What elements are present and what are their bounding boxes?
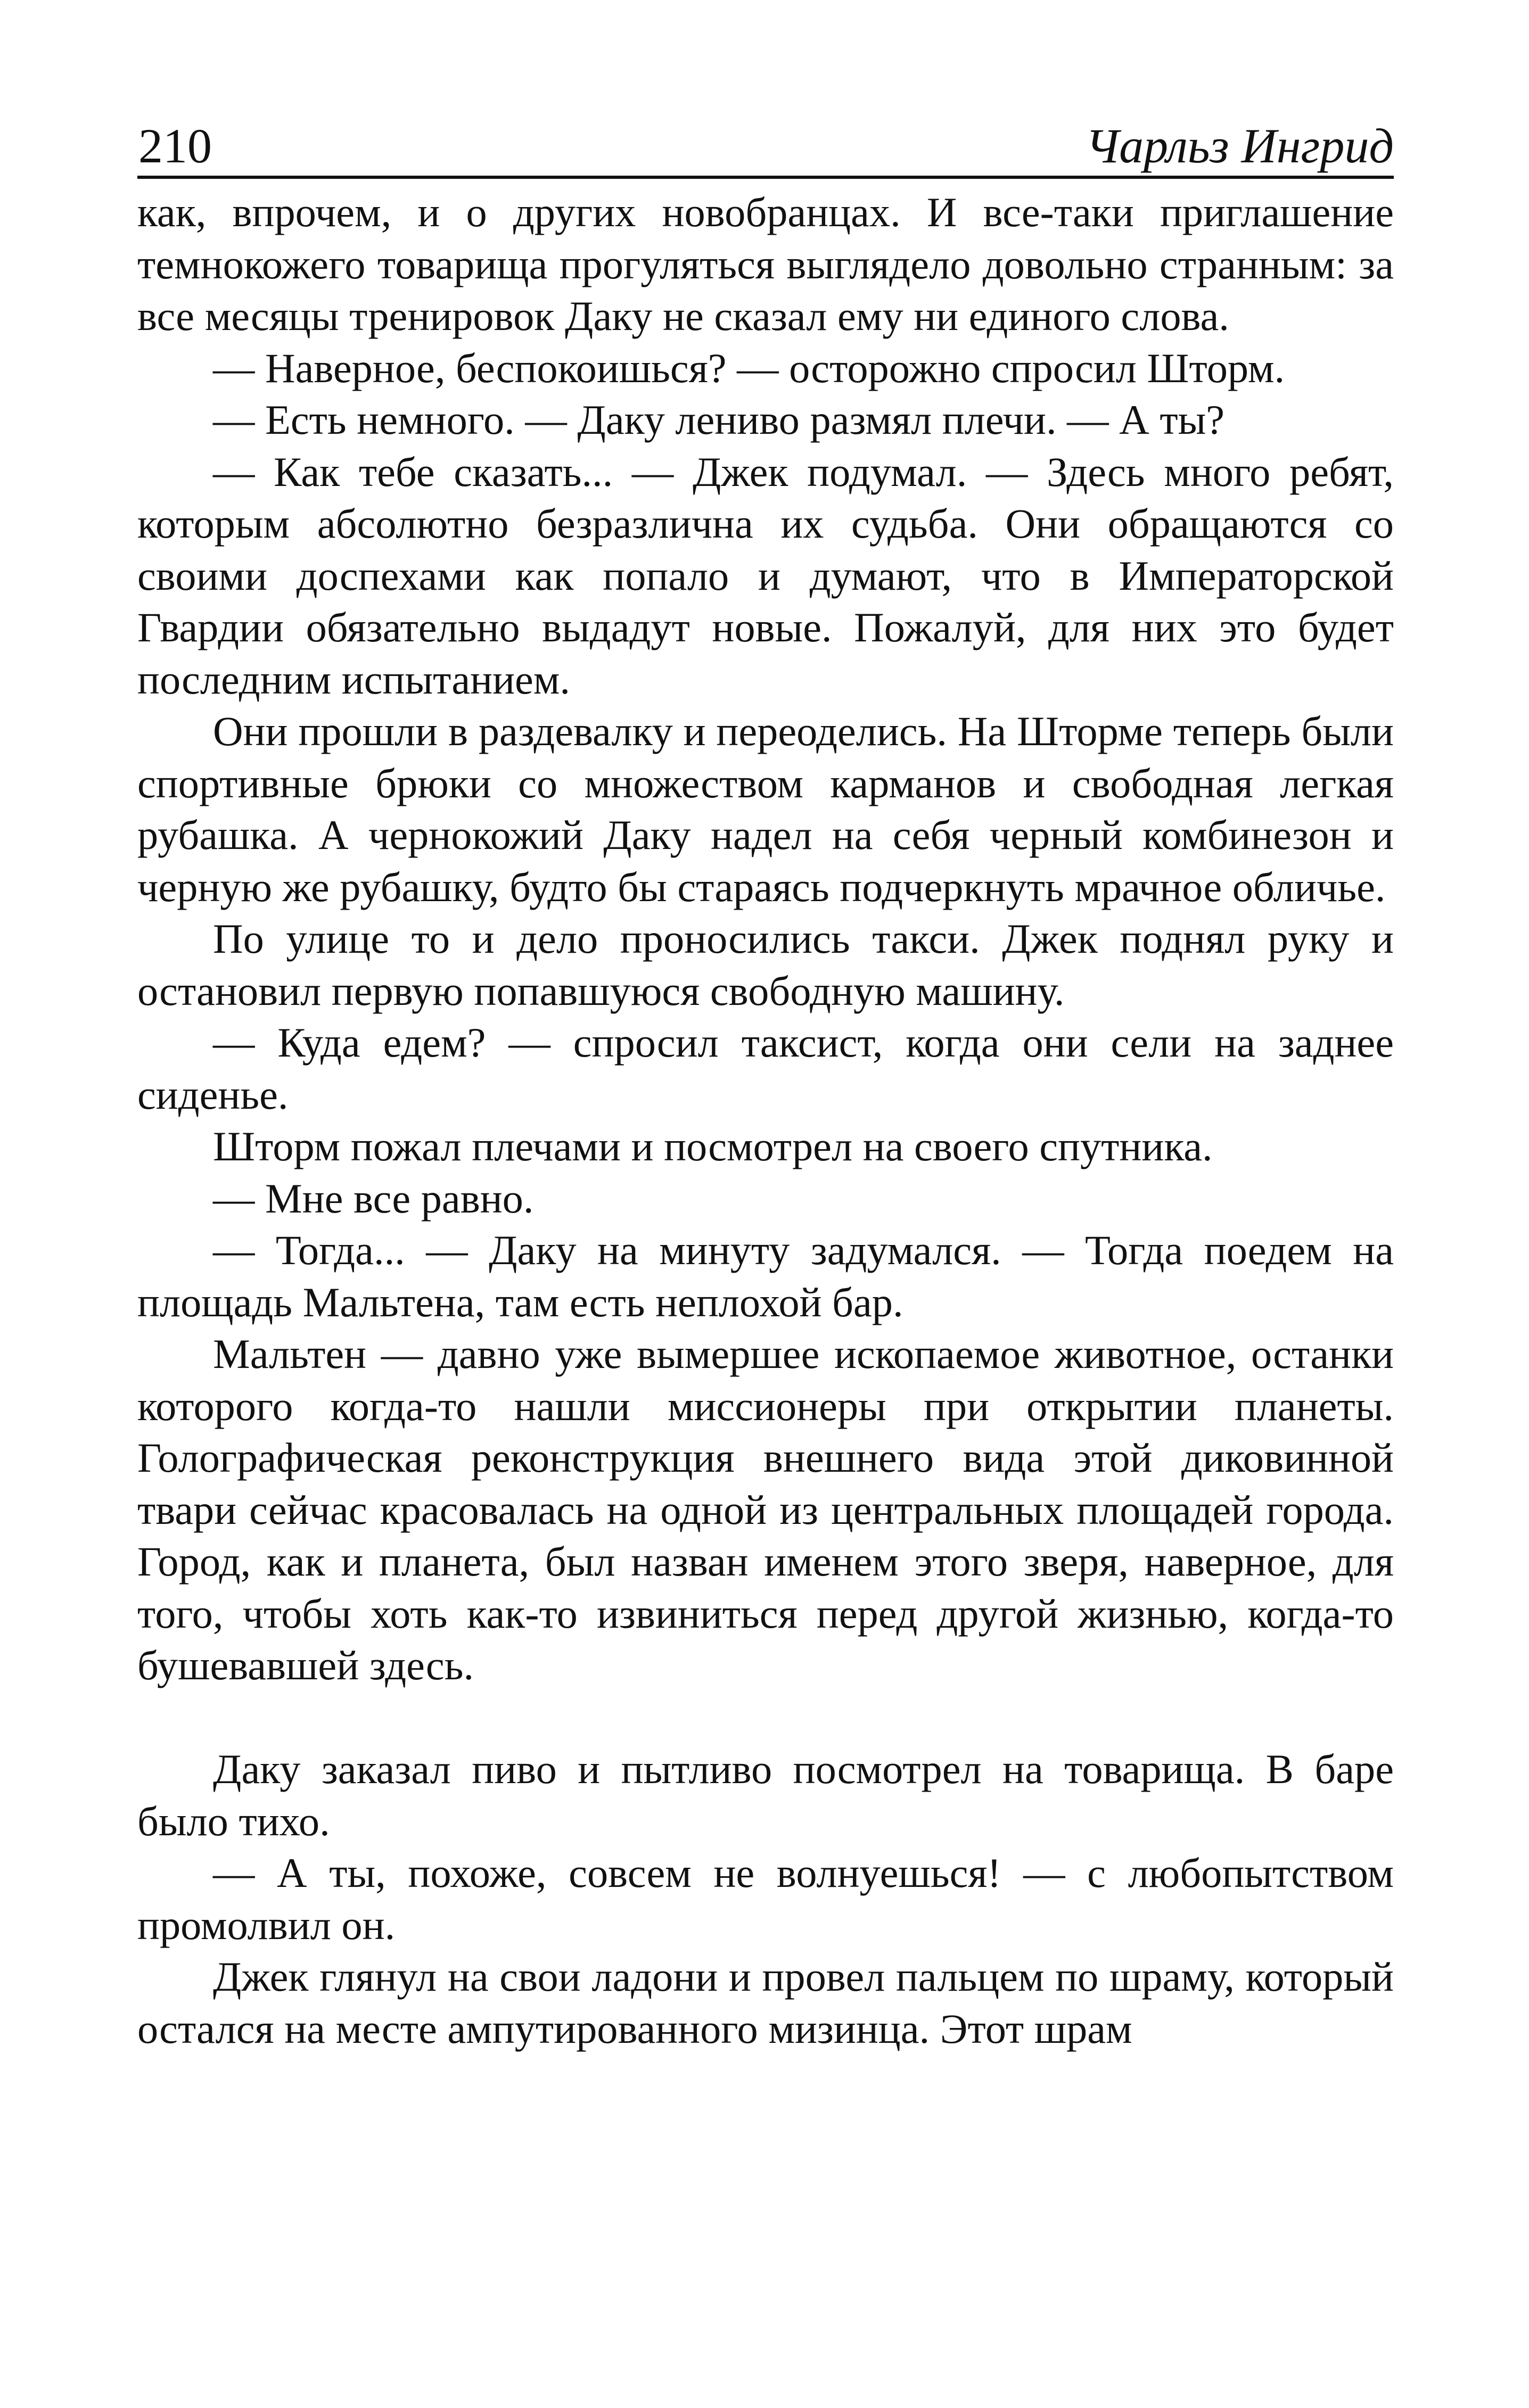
paragraph: — Мне все равно. (213, 1175, 534, 1222)
paragraph: Джек глянул на свои ладони и провел пальцем по шраму, который остался на месте ампутированного мизинца. Этот шрам (137, 1953, 1394, 2052)
paragraph: — Как тебе сказать... — Джек подумал. — Здесь много ребят, которым абсолютно безразлична их судьба. Они обращаются со своими доспехами как попало и думают, что в Императорской Гвардии обязательно выдадут новые. Пожалуй, для них это будет последним испытанием. (137, 448, 1394, 703)
paragraph: Мальтен — давно уже вымершее ископаемое животное, останки которого когда-то нашли миссионеры при открытии планеты. Голографическая реконструкция внешнего вида этой диковинной твари сейчас красовалась на одной из центральных площадей города. Город, как и планета, был назван именем этого зверя, наверное, для того, чтобы хоть как-то извиниться перед другой жизнью, когда-то бушевавшей здесь. (137, 1331, 1394, 1688)
paragraph: — Тогда... — Даку на минуту задумался. — Тогда поедем на площадь Мальтена, там есть неплохой бар. (137, 1227, 1394, 1325)
paragraph: Даку заказал пиво и пытливо посмотрел на товарища. В баре было тихо. (137, 1746, 1394, 1844)
paragraph: — А ты, похоже, совсем не волнуешься! — с любопытством промолвил он. (137, 1850, 1394, 1948)
paragraph: Шторм пожал плечами и посмотрел на своего спутника. (213, 1123, 1213, 1169)
paragraph: — Куда едем? — спросил таксист, когда они сели на заднее сиденье. (137, 1019, 1394, 1118)
running-title: Чарльз Ингрид (1085, 119, 1394, 173)
paragraph: как, впрочем, и о других новобранцах. И все-таки приглашение темнокожего товарища прогуляться выглядело довольно странным: за все месяцы тренировок Даку не сказал ему ни единого слова. (137, 189, 1394, 339)
paragraph: По улице то и дело проносились такси. Джек поднял руку и остановил первую попавшуюся свободную машину. (137, 916, 1394, 1014)
paragraph: Они прошли в раздевалку и переоделись. На Шторме теперь были спортивные брюки со множеством карманов и свободная легкая рубашка. А чернокожий Даку надел на себя черный комбинезон и черную же рубашку, будто бы стараясь подчеркнуть мрачное обличье. (137, 708, 1394, 910)
section-break (137, 1692, 1394, 1744)
page-number: 210 (138, 119, 212, 173)
body-text (137, 186, 1394, 2055)
page-header (137, 106, 1394, 179)
paragraph: — Есть немного. — Даку лениво размял плечи. — А ты? (213, 397, 1225, 443)
paragraph: — Наверное, беспокоишься? — осторожно спросил Шторм. (213, 344, 1285, 391)
book-page (137, 106, 1394, 2342)
